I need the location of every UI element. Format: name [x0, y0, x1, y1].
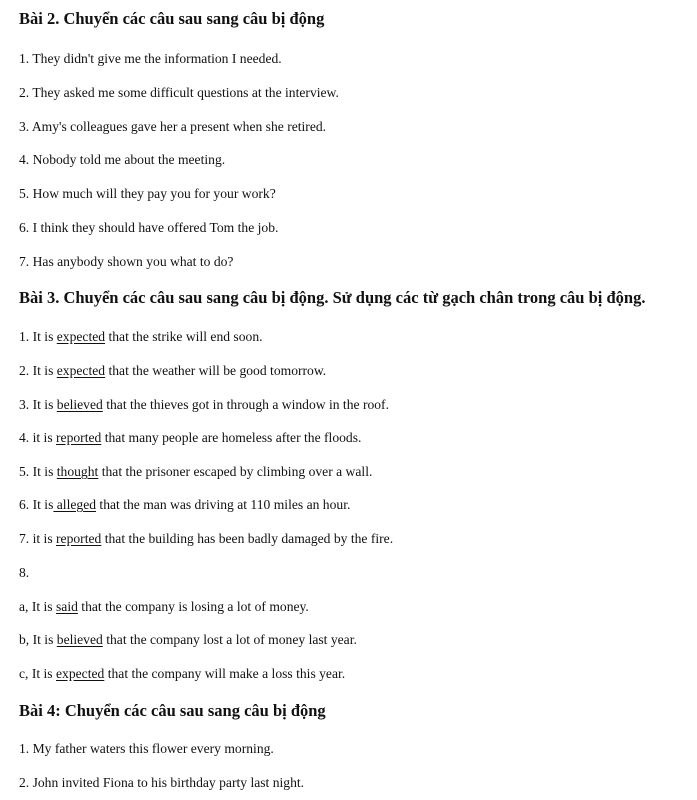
item-rest: that the strike will end soon.	[105, 329, 263, 344]
item-prefix: b, It is	[19, 632, 57, 647]
item-rest: that the company is losing a lot of money.	[77, 599, 309, 614]
underlined-word: alleged	[53, 497, 97, 512]
item-prefix: 6. It is	[19, 497, 54, 512]
item-rest: that many people are homeless after the floods.	[101, 430, 362, 445]
item-prefix: 4. it is	[19, 430, 57, 445]
underlined-word: reported	[56, 430, 102, 445]
exercise-item	[19, 329, 263, 345]
exercise-item	[19, 464, 372, 480]
exercise-item	[19, 666, 345, 682]
exercise-item: 5. How much will they pay you for your work?	[19, 186, 276, 201]
exercise-item	[19, 531, 393, 547]
item-prefix: c, It is	[19, 666, 56, 681]
exercise-item: 4. Nobody told me about the meeting.	[19, 152, 226, 167]
item-prefix: 8.	[19, 565, 30, 580]
underlined-word: expected	[56, 363, 106, 378]
underlined-word: believed	[56, 632, 103, 647]
exercise-item: 3. Amy's colleagues gave her a present when she retired.	[19, 119, 327, 134]
item-rest: that the thieves got in through a window in the roof.	[102, 397, 389, 412]
underlined-word: thought	[56, 464, 99, 479]
underlined-word: reported	[56, 531, 102, 546]
item-prefix: 7. it is	[19, 531, 57, 546]
section-heading-bai-4: Bài 4: Chuyển các câu sau sang câu bị động	[19, 701, 326, 720]
item-rest: that the man was driving at 110 miles an hour.	[96, 497, 351, 512]
exercise-item	[19, 430, 361, 446]
item-prefix: 1. It is	[19, 329, 57, 344]
item-prefix: 5. It is	[19, 464, 57, 479]
exercise-item	[19, 632, 357, 648]
section-heading-bai-3: Bài 3. Chuyển các câu sau sang câu bị động. Sử dụng các từ gạch chân trong câu bị động.	[19, 288, 646, 307]
exercise-item	[19, 599, 309, 615]
exercise-item: 6. I think they should have offered Tom the job.	[19, 220, 279, 235]
item-rest: that the prisoner escaped by climbing over a wall.	[98, 464, 373, 479]
exercise-item	[19, 363, 326, 379]
exercise-item	[19, 565, 29, 581]
exercise-item: 1. They didn't give me the information I needed.	[19, 51, 282, 66]
exercise-item: 7. Has anybody shown you what to do?	[19, 254, 234, 269]
exercise-item: 1. My father waters this flower every morning.	[19, 741, 274, 756]
underlined-word: said	[56, 599, 78, 614]
exercise-item: 2. They asked me some difficult questions at the interview.	[19, 85, 339, 100]
section-heading-bai-2: Bài 2. Chuyển các câu sau sang câu bị động	[19, 9, 325, 28]
exercise-item: 2. John invited Fiona to his birthday party last night.	[19, 775, 305, 790]
item-prefix: 2. It is	[19, 363, 57, 378]
item-prefix: 3. It is	[19, 397, 57, 412]
item-prefix: a, It is	[19, 599, 56, 614]
item-rest: that the company will make a loss this year.	[104, 666, 346, 681]
exercise-item	[19, 497, 350, 513]
underlined-word: expected	[56, 666, 105, 681]
exercise-item	[19, 397, 389, 413]
item-rest: that the company lost a lot of money last year.	[102, 632, 357, 647]
item-rest: that the building has been badly damaged by the fire.	[101, 531, 394, 546]
item-rest: that the weather will be good tomorrow.	[105, 363, 327, 378]
underlined-word: expected	[56, 329, 106, 344]
underlined-word: believed	[56, 397, 103, 412]
